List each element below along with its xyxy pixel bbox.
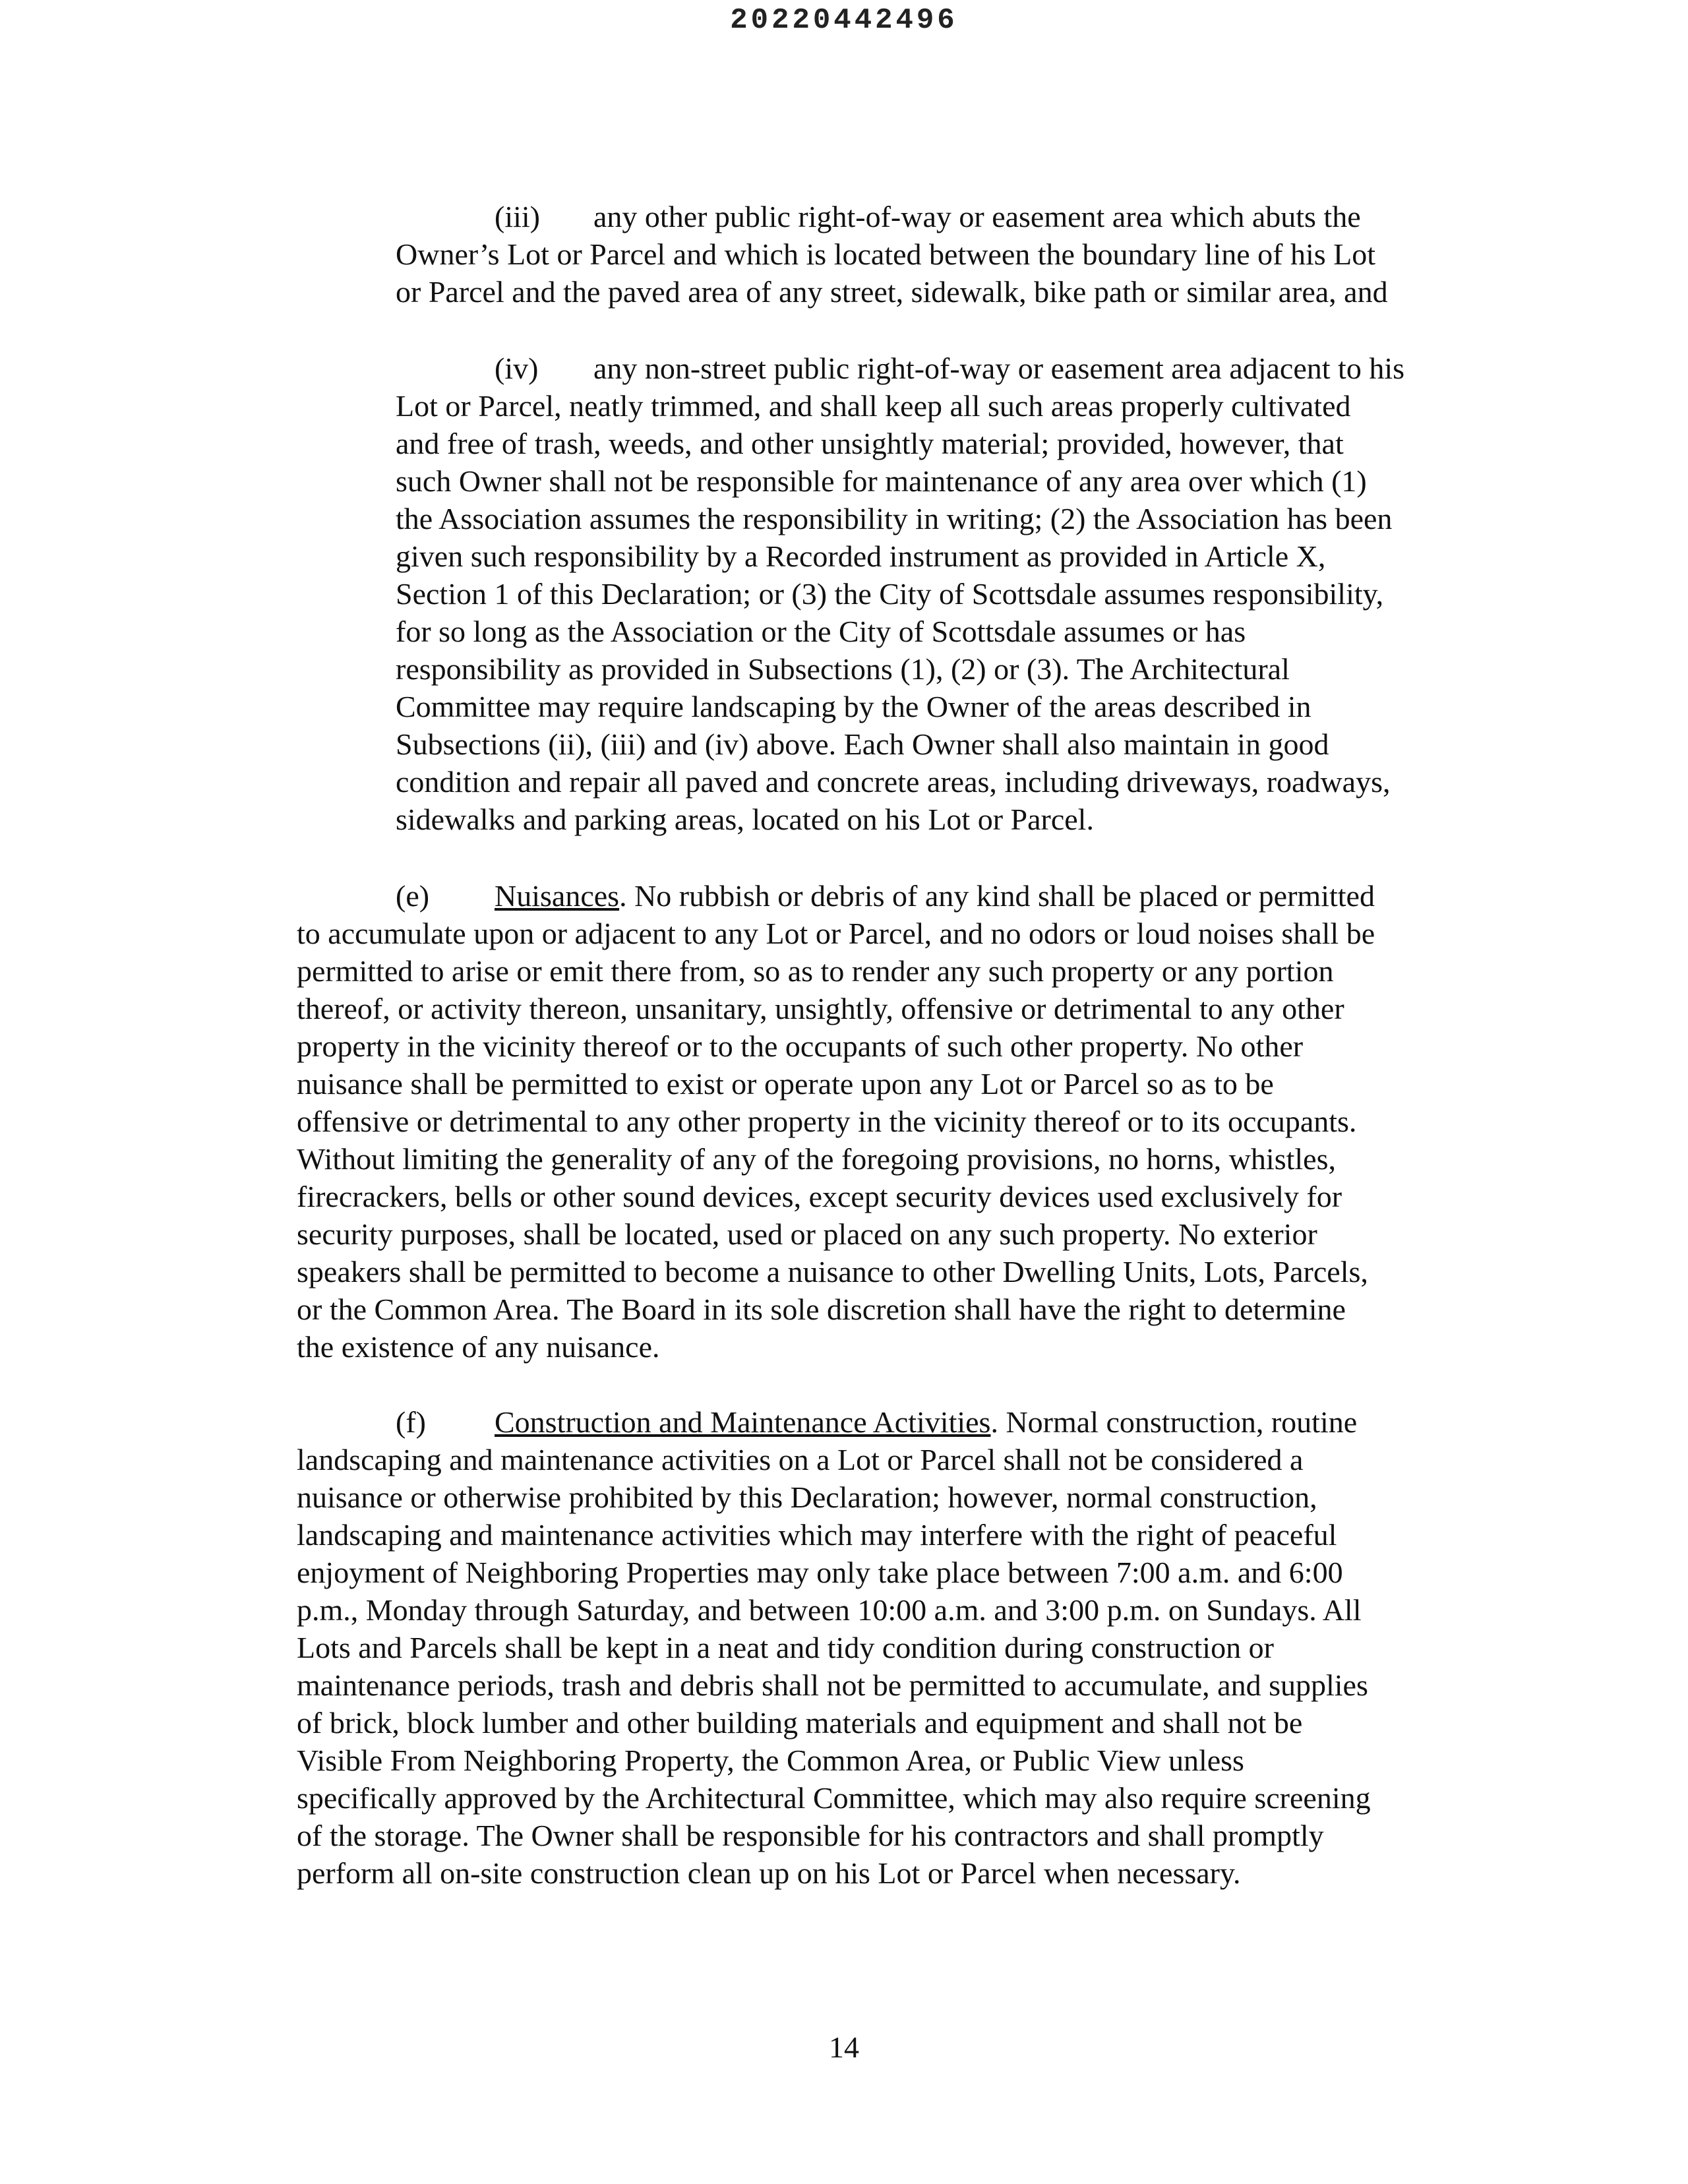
subsection-iv [396,349,1404,838]
text-line: given such responsibility by a Recorded instrument as provided in Article X, [396,539,1326,573]
text-line: permitted to arise or emit there from, so as to render any such property or any portion [297,954,1334,988]
text-line: property in the vicinity thereof or to the occupants of such other property. No other [297,1029,1304,1063]
section-first-line [297,1403,1371,1441]
text-line: Visible From Neighboring Property, the Common Area, or Public View unless [297,1744,1244,1777]
section-number: (e) [396,879,430,913]
text-line: Without limiting the generality of any of the foregoing provisions, no horns, whistles, [297,1142,1336,1176]
text-line: or the Common Area. The Board in its sole discretion shall have the right to determine [297,1292,1346,1326]
text-line: or Parcel and the paved area of any street, sidewalk, bike path or similar area, and [396,275,1388,309]
section-first-line-text: . No rubbish or debris of any kind shall be placed or permitted [619,879,1375,913]
subsection-first-line-text: any other public right-of-way or easement area which abuts the [593,200,1361,233]
section-first-line-text: . Normal construction, routine [990,1405,1358,1439]
text-line: landscaping and maintenance activities on a Lot or Parcel shall not be considered a [297,1443,1304,1476]
text-line: nuisance shall be permitted to exist or operate upon any Lot or Parcel so as to be [297,1067,1274,1101]
subsection-first-line-text: any non-street public right-of-way or easement area adjacent to his [593,351,1405,385]
text-line: security purposes, shall be located, used or placed on any such property. No exterior [297,1217,1317,1251]
text-line: speakers shall be permitted to become a nuisance to other Dwelling Units, Lots, Parcels, [297,1255,1368,1289]
text-line: for so long as the Association or the City of Scottsdale assumes or has [396,615,1246,648]
subsection-number: (iii) [495,200,540,233]
text-line: Lots and Parcels shall be kept in a neat and tidy condition during construction or [297,1631,1274,1664]
text-line: enjoyment of Neighboring Properties may only take place between 7:00 a.m. and 6:00 [297,1556,1343,1589]
subsection-first-line [396,198,1388,235]
text-line: the existence of any nuisance. [297,1330,660,1364]
subsection-first-line [396,349,1404,387]
text-line: and free of trash, weeds, and other unsightly material; provided, however, that [396,427,1344,460]
page-number: 14 [829,2030,859,2064]
section-e-nuisances [297,877,1375,1366]
subsection-iii [396,198,1388,311]
text-line: the Association assumes the responsibility in writing; (2) the Association has been [396,502,1393,535]
text-line: such Owner shall not be responsible for maintenance of any area over which (1) [396,464,1367,498]
text-line: Owner’s Lot or Parcel and which is located between the boundary line of his Lot [396,237,1376,271]
document-number: 20220442496 [730,4,958,37]
text-line: Committee may require landscaping by the Owner of the areas described in [396,690,1311,723]
text-line: Section 1 of this Declaration; or (3) the City of Scottsdale assumes responsibility, [396,577,1384,611]
text-line: thereof, or activity thereon, unsanitary, unsightly, offensive or detrimental to any other [297,992,1344,1025]
text-line: maintenance periods, trash and debris shall not be permitted to accumulate, and supplies [297,1668,1368,1702]
text-line: Lot or Parcel, neatly trimmed, and shall keep all such areas properly cultivated [396,389,1351,423]
text-line: nuisance or otherwise prohibited by this Declaration; however, normal construction, [297,1480,1317,1514]
section-heading: Nuisances [495,879,620,913]
text-line: sidewalks and parking areas, located on his Lot or Parcel. [396,803,1094,836]
text-line: to accumulate upon or adjacent to any Lot or Parcel, and no odors or loud noises shall be [297,917,1375,950]
section-number: (f) [396,1405,426,1439]
section-first-line [297,877,1375,915]
section-heading: Construction and Maintenance Activities [495,1405,991,1439]
text-line: firecrackers, bells or other sound devices, except security devices used exclusively for [297,1180,1342,1213]
text-line: responsibility as provided in Subsections (1), (2) or (3). The Architectural [396,652,1290,686]
text-line: of the storage. The Owner shall be responsible for his contractors and shall promptly [297,1819,1324,1852]
text-line: specifically approved by the Architectural Committee, which may also require screening [297,1781,1371,1815]
text-line: Subsections (ii), (iii) and (iv) above. Each Owner shall also maintain in good [396,727,1329,761]
subsection-number: (iv) [495,351,539,385]
text-line: of brick, block lumber and other building materials and equipment and shall not be [297,1706,1303,1740]
text-line: landscaping and maintenance activities which may interfere with the right of peaceful [297,1518,1337,1552]
text-line: p.m., Monday through Saturday, and between 10:00 a.m. and 3:00 p.m. on Sundays. All [297,1593,1362,1627]
text-line: offensive or detrimental to any other property in the vicinity thereof or to its occupants. [297,1105,1357,1138]
text-line: condition and repair all paved and concrete areas, including driveways, roadways, [396,765,1391,799]
section-f-construction [297,1403,1371,1892]
text-line: perform all on-site construction clean up on his Lot or Parcel when necessary. [297,1856,1241,1890]
